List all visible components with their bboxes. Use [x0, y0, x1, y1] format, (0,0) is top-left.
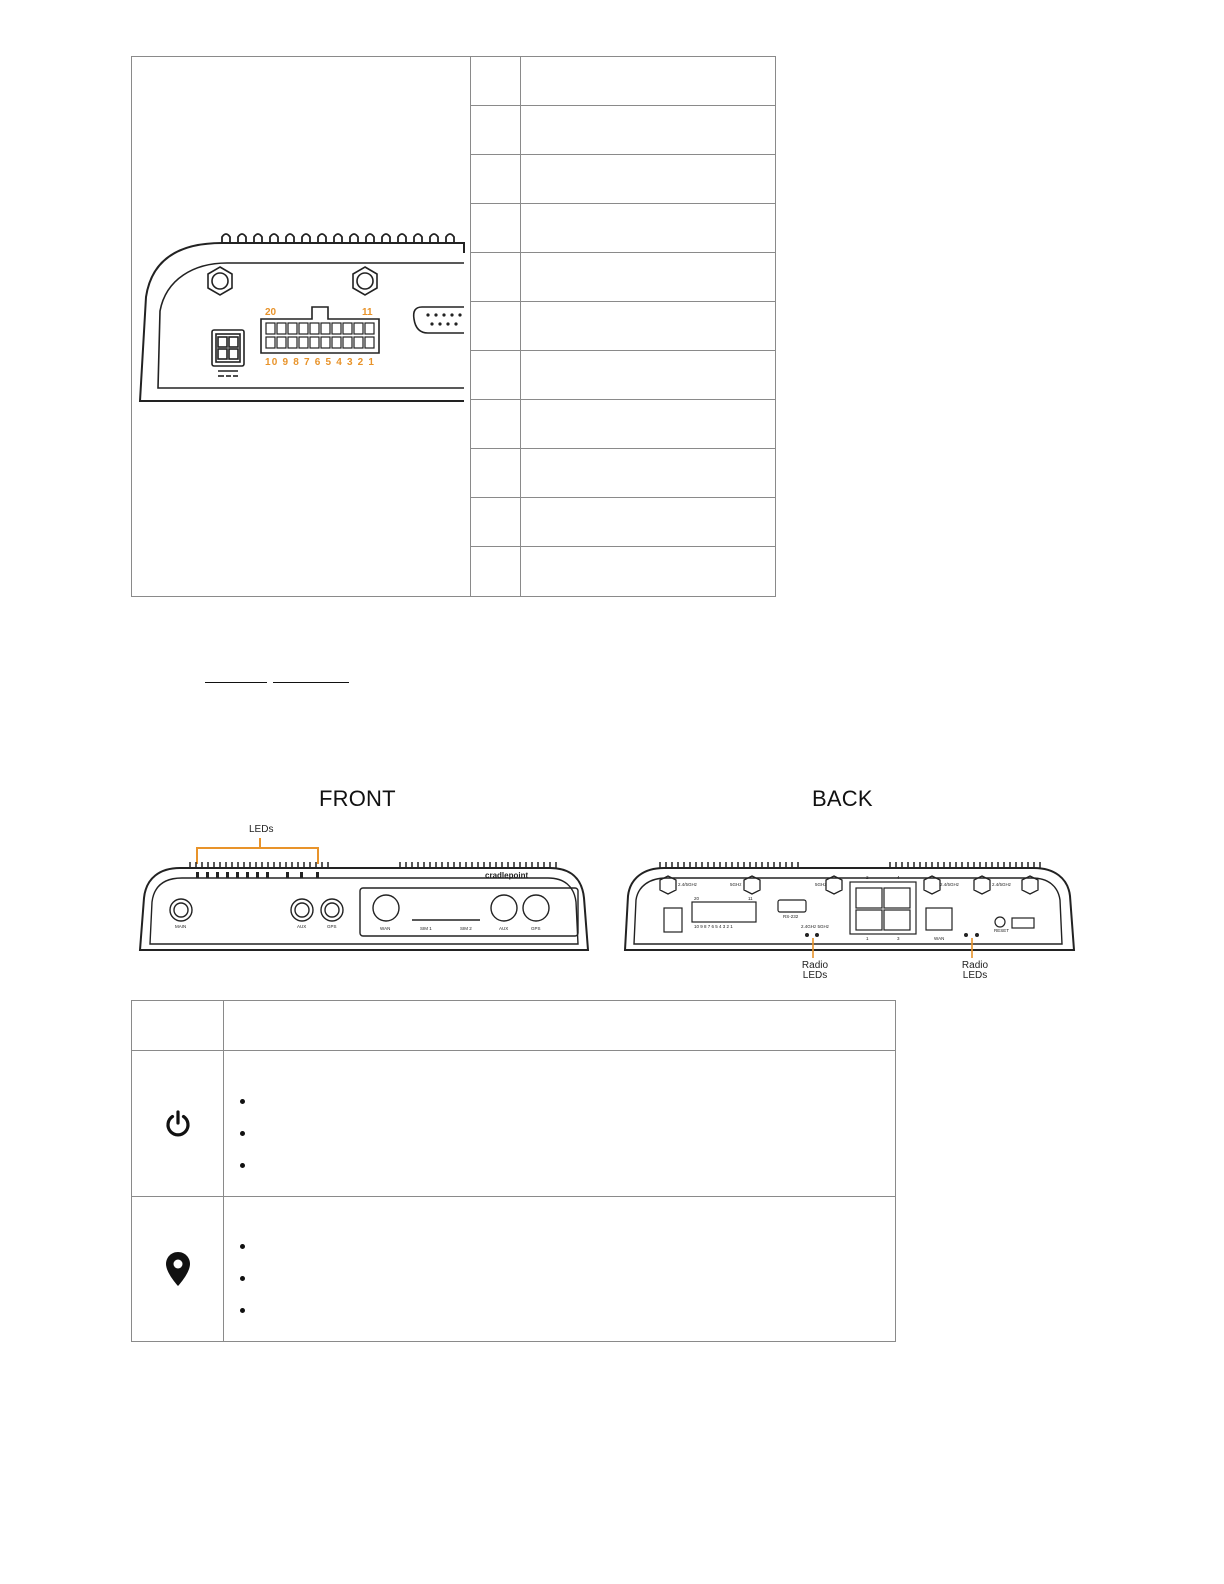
- lan-port-label: 2: [866, 875, 869, 880]
- link-underline[interactable]: [205, 682, 267, 683]
- aux2-port-label: AUX: [499, 926, 509, 931]
- pin-number: [471, 449, 521, 497]
- pin-number: [471, 204, 521, 252]
- radio-leds-label: LEDs: [802, 970, 828, 981]
- led-row-gps: [132, 1197, 895, 1341]
- pin-description: [527, 351, 771, 399]
- power-icon-cell: [132, 1051, 224, 1196]
- lan-port-label: 3: [897, 936, 900, 941]
- pin-labels-bottom: 10 9 8 7 6 5 4 3 2 1: [694, 924, 733, 929]
- back-panel-illustration: [620, 852, 1080, 986]
- pin-number: [471, 106, 521, 154]
- front-panel-illustration: [130, 818, 600, 958]
- pin-number: [471, 498, 521, 546]
- pin-row: [471, 351, 775, 400]
- pin-description: [527, 204, 771, 252]
- header-desc-cell: [224, 1001, 895, 1050]
- pin-labels-bottom: 10 9 8 7 6 5 4 3 2 1: [265, 357, 376, 368]
- antenna-label: 5GHz: [815, 882, 827, 887]
- leds-label: LEDs: [249, 824, 274, 835]
- pin-description: [527, 57, 771, 105]
- gps-icon-cell: [132, 1197, 224, 1341]
- bullet-icon: [240, 1131, 245, 1136]
- connector-illustration: [132, 57, 471, 596]
- gps-desc-cell: [224, 1197, 895, 1341]
- aux-port-label: AUX: [297, 924, 307, 929]
- pin-description: [527, 253, 771, 301]
- location-pin-icon: [165, 1251, 191, 1287]
- radio-leds-label: Radio: [961, 960, 989, 971]
- gps-port-label: GPS: [327, 924, 337, 929]
- radio-leds-label: Radio: [801, 960, 829, 971]
- brand-logo: cradlepoint: [485, 871, 529, 880]
- pin-row: [471, 253, 775, 302]
- bullet-icon: [240, 1244, 245, 1249]
- pin-row: [471, 547, 775, 596]
- lan-port-label: 4: [897, 875, 900, 880]
- link-underline[interactable]: [273, 682, 349, 683]
- pin-description: [527, 302, 771, 350]
- radio-freq-label: 2.4GHz 5GHz: [801, 924, 830, 929]
- pin-row: [471, 57, 775, 106]
- pin-row: [471, 449, 775, 498]
- sim2-label: SIM 2: [460, 926, 472, 931]
- pin-row: [471, 155, 775, 204]
- pin-number: [471, 253, 521, 301]
- radio-leds-label: LEDs: [962, 970, 988, 981]
- rs232-label: RS-232: [783, 914, 799, 919]
- antenna-label: 2.4/5GHz: [992, 882, 1012, 887]
- pin-description: [527, 547, 771, 596]
- pin-label-11: 11: [362, 307, 373, 318]
- lan-port-label: 1: [866, 936, 869, 941]
- bullet-icon: [240, 1276, 245, 1281]
- pin-description: [527, 449, 771, 497]
- pin-label-11: 11: [748, 896, 753, 901]
- pin-label-20: 20: [265, 307, 277, 318]
- power-icon: [163, 1109, 193, 1139]
- wan-port-label: WAN: [380, 926, 391, 931]
- antenna-label: 2.4/5GHz: [940, 882, 960, 887]
- pin-number: [471, 400, 521, 448]
- pin-row: [471, 302, 775, 351]
- pin-label-20: 20: [694, 896, 700, 901]
- bullet-icon: [240, 1099, 245, 1104]
- gps2-port-label: GPS: [531, 926, 541, 931]
- led-row-power: [132, 1051, 895, 1197]
- main-port-label: MAIN: [175, 924, 187, 929]
- led-table: [131, 1000, 896, 1342]
- header-icon-cell: [132, 1001, 224, 1050]
- pin-number: [471, 547, 521, 596]
- pin-number: [471, 155, 521, 203]
- reset-label: RESET: [994, 928, 1010, 933]
- bullet-icon: [240, 1163, 245, 1168]
- pin-description: [527, 155, 771, 203]
- pin-description: [527, 498, 771, 546]
- antenna-label: 5GHz: [730, 882, 742, 887]
- pin-description: [527, 106, 771, 154]
- pin-row: [471, 204, 775, 253]
- pin-number: [471, 351, 521, 399]
- led-table-header: [132, 1001, 895, 1051]
- pin-row: [471, 498, 775, 547]
- bullet-icon: [240, 1308, 245, 1313]
- back-title: BACK: [812, 786, 873, 811]
- pin-table: [131, 56, 776, 597]
- pin-row: [471, 400, 775, 449]
- pin-description: [527, 400, 771, 448]
- connector-image-cell: [132, 57, 471, 596]
- power-desc-cell: [224, 1051, 895, 1196]
- sim1-label: SIM 1: [420, 926, 432, 931]
- front-title: FRONT: [319, 786, 396, 811]
- pin-number: [471, 57, 521, 105]
- pin-number: [471, 302, 521, 350]
- antenna-label: 2.4/5GHz: [678, 882, 698, 887]
- pin-row: [471, 106, 775, 155]
- wan-port-label: WAN: [934, 936, 945, 941]
